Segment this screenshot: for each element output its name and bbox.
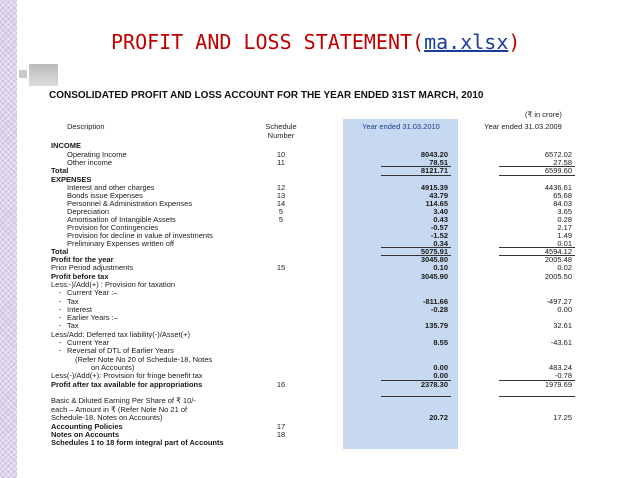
row-schedule: 16 [276,380,286,389]
row-previous-year-value: 1979.69 [544,380,572,389]
row-label: Profit before tax [51,272,109,281]
row-current-year-value: 8.55 [433,338,448,347]
row-previous-year-value: 483.24 [549,363,572,372]
row-label: Interest and other charges [67,183,155,192]
statement-row [29,142,609,150]
row-previous-year-value: 2.17 [557,223,572,232]
total-rule [499,396,575,397]
row-label: Earlier Years :– [67,313,118,322]
row-label: Reversal of DTL of Earlier Years [67,346,174,355]
row-schedule: 17 [276,422,286,431]
statement-row [29,314,609,322]
slide-title-close: ) [508,30,521,54]
row-previous-year-value: 4436.61 [544,183,572,192]
row-label: Provision for decline in value of investments [67,231,213,240]
statement-row [29,151,609,159]
row-label: Total [51,166,69,175]
row-schedule: 5 [278,215,284,224]
row-current-year-value: -811.66 [422,297,448,306]
column-header-current-year: Year ended 31.03.2010 [362,122,440,131]
total-rule [499,255,575,256]
statement-row [29,414,609,422]
row-label: Less(-)/Add(+): Provision for fringe benefit tax [51,371,203,380]
statement-heading: CONSOLIDATED PROFIT AND LOSS ACCOUNT FOR THE YEAR ENDED 31ST MARCH, 2010 [49,90,484,101]
row-previous-year-value: 6572.02 [544,150,572,159]
row-bullet: - [59,313,62,322]
row-current-year-value: 0.43 [433,215,448,224]
row-previous-year-value: 27.58 [553,158,572,167]
spreadsheet-link[interactable]: ma.xlsx [424,30,509,54]
row-label: Accounting Policies [51,422,123,431]
decorative-corner-square [19,70,27,78]
total-rule [381,255,451,256]
row-current-year-value: 78.51 [429,158,448,167]
statement-row [29,331,609,339]
row-current-year-value: -1.52 [430,231,448,240]
row-schedule: 11 [277,158,285,167]
row-bullet: - [59,346,62,355]
row-label: Basic & Diluted Earning Per Share of ₹ 10/- [51,396,196,405]
statement-image [29,86,609,472]
row-label: Schedules 1 to 18 form integral part of Accounts [51,438,224,447]
total-rule [381,380,451,381]
row-label: Current Year [67,338,110,347]
row-label: Total [51,247,69,256]
row-label: Operating Income [67,150,127,159]
row-schedule: 13 [276,191,286,200]
statement-row [29,289,609,297]
row-previous-year-value: 2005.50 [544,272,572,281]
row-label: Amortisation of Intangible Assets [67,215,176,224]
row-current-year-value: 135.79 [425,321,448,330]
row-label: Preliminary Expenses written off [67,239,174,248]
row-schedule: 15 [276,263,286,272]
row-label: Profit for the year [51,255,114,264]
row-previous-year-value: 0.00 [557,305,572,314]
row-previous-year-value: 2005.48 [544,255,572,264]
row-schedule: 14 [276,199,286,208]
row-current-year-value: 2378.30 [420,380,448,389]
row-label: EXPENSES [51,175,92,184]
row-current-year-value: 3045.80 [420,255,448,264]
row-label: INCOME [51,141,81,150]
row-label: Schedule-18, Notes on Accounts) [51,413,163,422]
row-previous-year-value: -43.61 [550,338,572,347]
statement-row [29,322,609,330]
row-label: Bonds issue Expenses [67,191,143,200]
currency-unit-note: (₹ in crore) [525,110,562,119]
row-bullet: - [59,338,62,347]
row-current-year-value: 3045.90 [420,272,448,281]
row-label: Current Year :– [67,288,118,297]
row-previous-year-value: -497.27 [546,297,572,306]
row-current-year-value: 114.65 [425,199,448,208]
total-rule [381,247,451,248]
row-label: (Refer Note No 20 of Schedule-18, Notes [75,355,213,364]
row-label: Notes on Accounts [51,430,120,439]
total-rule [499,380,575,381]
row-previous-year-value: 4594.12 [544,247,572,256]
row-previous-year-value: 17.25 [553,413,572,422]
row-label: Personnel & Administration Expenses [67,199,193,208]
row-previous-year-value: -0.78 [554,371,572,380]
row-bullet: - [59,305,62,314]
total-rule [499,247,575,248]
total-rule [381,166,451,167]
total-rule [499,166,575,167]
statement-row [29,397,609,405]
row-label: Prior Period adjustments [51,263,134,272]
row-current-year-value: -0.28 [430,305,448,314]
row-bullet: - [59,288,62,297]
row-label: Interest [67,305,93,314]
decorative-gray-block [29,64,58,86]
row-previous-year-value: 0.02 [557,263,572,272]
row-previous-year-value: 0.01 [557,239,572,248]
row-current-year-value: 5075.91 [420,247,448,256]
total-rule [381,175,451,176]
row-previous-year-value: 0.28 [557,215,572,224]
row-previous-year-value: 6599.60 [544,166,572,175]
statement-row [29,298,609,306]
row-label: Provision for Contingencies [67,223,159,232]
row-schedule: 12 [276,183,286,192]
row-label: Depreciation [67,207,110,216]
row-bullet: - [59,297,62,306]
row-current-year-value: 0.34 [433,239,448,248]
row-label: Profit after tax available for appropriations [51,380,203,389]
row-schedule: 18 [276,430,286,439]
statement-row [29,381,609,389]
total-rule [499,175,575,176]
row-label: on Accounts) [91,363,135,372]
statement-row [29,200,609,208]
row-current-year-value: 0.10 [433,263,448,272]
row-label: Less/Add: Deferred tax liability(-)/Asset(+) [51,330,191,339]
slide-title-text: PROFIT AND LOSS STATEMENT( [111,30,425,54]
row-current-year-value: 0.00 [433,363,448,372]
row-label: Less:-)/Add(+) : Provision for taxation [51,280,176,289]
row-previous-year-value: 32.61 [553,321,572,330]
statement-row [29,264,609,272]
row-schedule: 5 [278,207,284,216]
row-schedule: 10 [276,150,286,159]
statement-row [29,439,609,447]
total-rule [381,396,451,397]
row-current-year-value: 3.40 [433,207,448,216]
row-bullet: - [59,321,62,330]
column-header-description: Description [67,122,105,131]
row-current-year-value: 20.72 [429,413,448,422]
statement-row [29,372,609,380]
row-previous-year-value: 84.03 [553,199,572,208]
row-current-year-value: 8043.20 [420,150,448,159]
row-previous-year-value: 65.68 [553,191,572,200]
statement-row [29,167,609,175]
statement-row [29,347,609,355]
row-current-year-value: 43.79 [429,191,448,200]
column-header-schedule: Schedule Number [265,122,297,140]
decorative-side-band [0,0,17,478]
row-current-year-value: 4915.39 [420,183,448,192]
row-previous-year-value: 3.65 [557,207,572,216]
row-previous-year-value: 1.49 [557,231,572,240]
slide-title [111,29,520,55]
row-label: Other income [67,158,113,167]
row-label: Tax [67,297,79,306]
row-current-year-value: -0.57 [430,223,448,232]
row-label: each – Amount in ₹ (Refer Note No 21 of [51,405,188,414]
column-header-previous-year: Year ended 31.03.2009 [484,122,562,131]
row-current-year-value: 0.00 [433,371,448,380]
row-current-year-value: 8121.71 [420,166,448,175]
row-label: Tax [67,321,79,330]
